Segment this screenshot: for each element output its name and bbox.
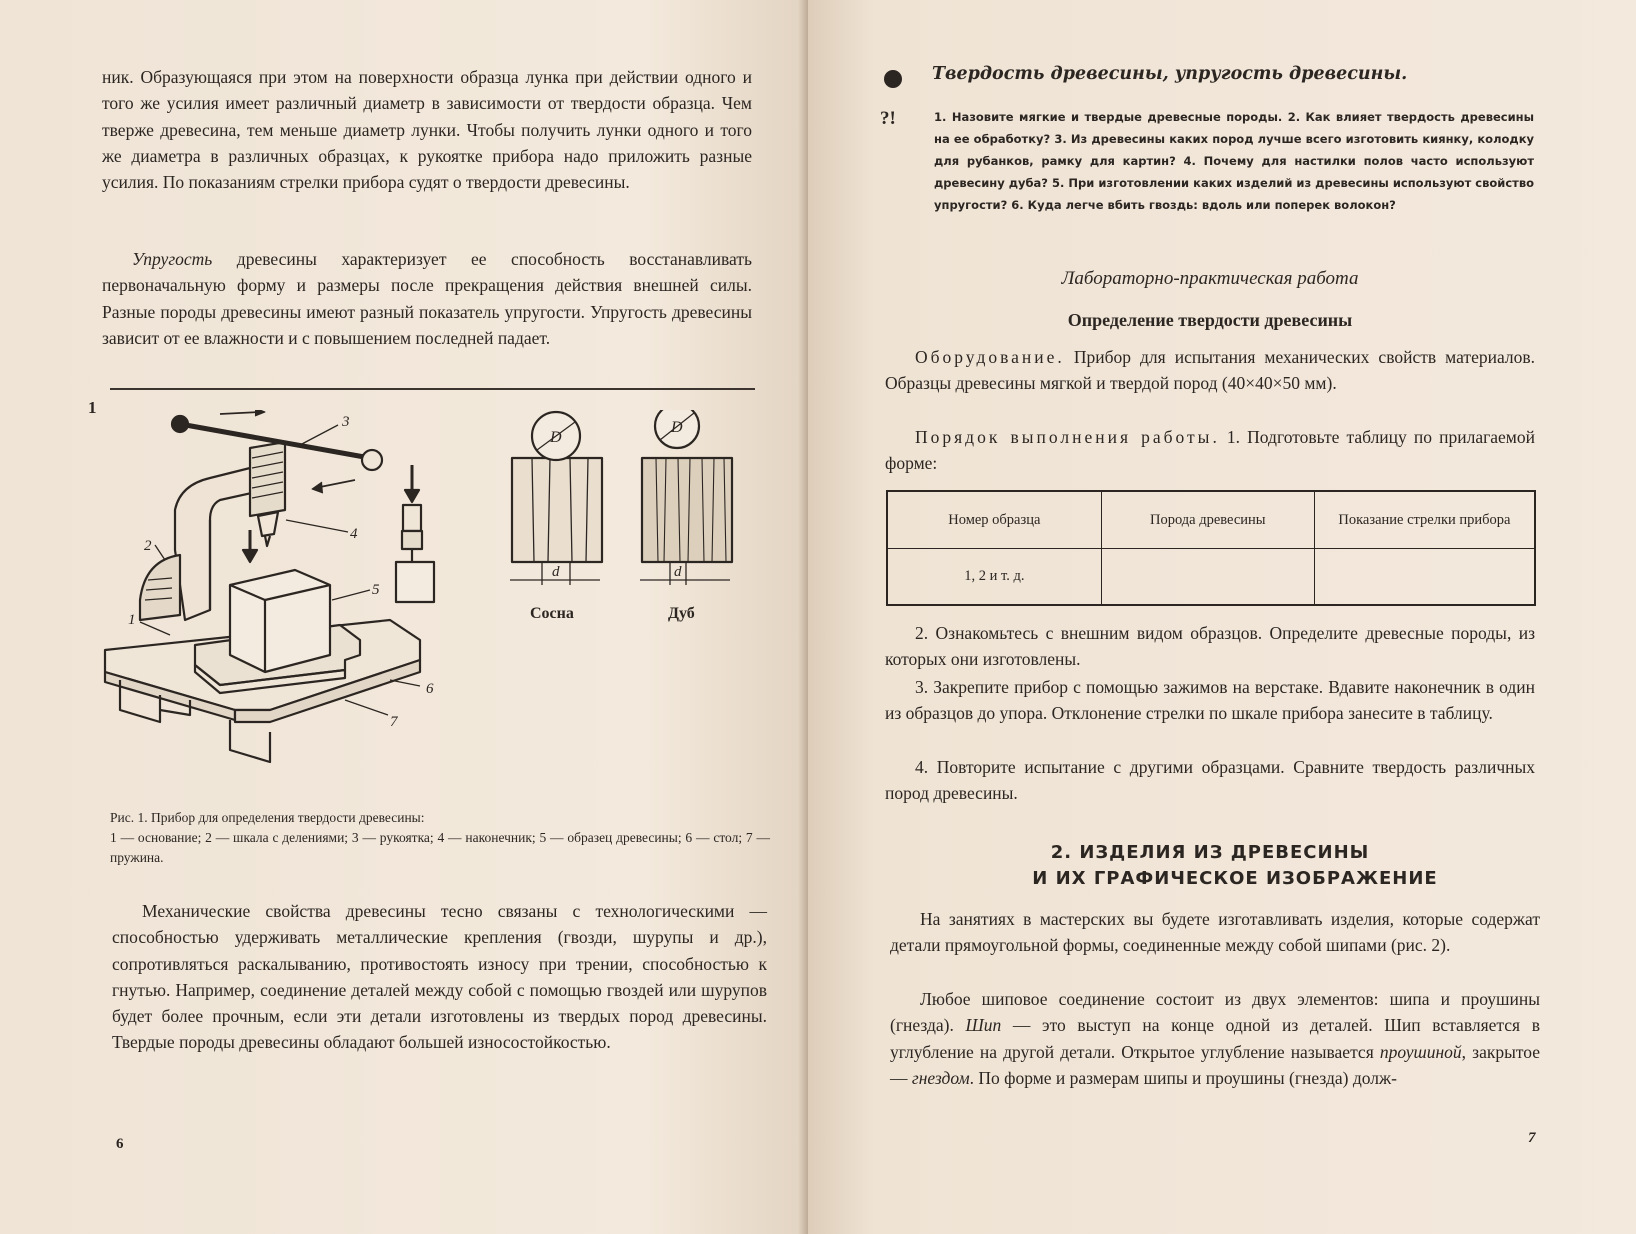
- callout-4: 4: [350, 526, 358, 542]
- cell-sample-number: 1, 2 и т. д.: [888, 548, 1101, 604]
- callout-3: 3: [342, 414, 350, 430]
- equipment-paragraph: [885, 344, 1535, 397]
- section-paragraph-2-part-a: Любое шиповое соединение состоит из двух элементов: шипа и проушины (гнезда).: [890, 989, 1540, 1036]
- oak-sample: [640, 410, 732, 585]
- lab-title: Лабораторно-практическая работа: [1061, 268, 1359, 289]
- callout-1: 1: [128, 612, 136, 628]
- equipment-text: Прибор для испытания механических свойств материалов. Образцы древесины мягкой и твердой пород (40×40×50 мм).: [885, 347, 1535, 394]
- scale: [140, 555, 180, 620]
- caption-legend: 1 — основание; 2 — шкала с делениями; 3 — рукоятка; 4 — наконечник; 5 — образец древесины; 6 — стол; 7 — пружина.: [110, 830, 770, 865]
- order-label: Порядок выполнения работы.: [915, 427, 1220, 447]
- section-title-line-2: И ИХ ГРАФИЧЕСКОЕ ИЗОБРАЖЕНИЕ: [1032, 868, 1438, 889]
- figure-caption: [110, 808, 770, 868]
- table-header-row: [888, 492, 1534, 548]
- section-paragraph-2-part-d: . По форме и размерам шипы и проушины (гнезда) долж-: [969, 1067, 1397, 1088]
- header-wood-species: Порода древесины: [1101, 492, 1314, 548]
- pine-diameter-label: D: [550, 429, 562, 446]
- pine-label: Сосна: [530, 605, 574, 622]
- section-title: [900, 840, 1520, 892]
- figure-number: 1: [88, 398, 97, 417]
- equipment-label: Оборудование.: [915, 347, 1065, 367]
- oak-diameter-label: D: [671, 419, 683, 436]
- callout-6: 6: [426, 681, 434, 697]
- oak-width-label: d: [674, 564, 682, 580]
- left-page: [0, 0, 808, 1234]
- order-text: 1. Подготовьте таблицу по прилагаемой форме:: [885, 427, 1535, 474]
- step-3: 3. Закрепите прибор с помощью зажимов на верстаке. Вдавите наконечник в один из образцов до упора. Отклонение стрелки по шкале прибора занесите в таблицу.: [885, 677, 1535, 724]
- term-elasticity: Упругость: [132, 249, 213, 269]
- review-questions: 1. Назовите мягкие и твердые древесные породы. 2. Как влияет твердость древесины на ее обработку? 3. Из древесины каких пород лучше всего изготовить киянку, колодку для рубанков, рамку для картин? 4. Почему для настилки полов часто используют древесину дуба? 5. При изготовлении каких изделий из древесины используют свойство упругости? 6. Куда легче вбить гвоздь: вдоль или поперек волокон?: [934, 110, 1534, 212]
- pine-width-label: d: [552, 564, 560, 580]
- section-title-line-1: 2. ИЗДЕЛИЯ ИЗ ДРЕВЕСИНЫ: [1050, 842, 1370, 863]
- term-socket: гнездом: [911, 1067, 970, 1088]
- step-2: 2. Ознакомьтесь с внешним видом образцов. Определите древесные породы, из которых они изготовлены.: [885, 623, 1535, 670]
- left-paragraph-3: Механические свойства древесины тесно связаны с технологическими — способностью удерживать металлические крепления (гвозди, шурупы и др.), сопротивляться раскалыванию, противостоять износу при трении, способностью к гнутью. Например, соединение деталей между собой с помощью гвоздей или шурупов будет более прочным, если эти детали изготовлены из твердых пород древесины. Твердые породы древесины обладают большей износостойкостью.: [112, 901, 767, 1053]
- order-paragraph: [885, 424, 1535, 477]
- lab-subtitle: Определение твердости древесины: [1067, 310, 1353, 330]
- questions-bullet-icon: [884, 70, 902, 88]
- questions-mark: ?!: [880, 108, 896, 129]
- page-number-right: 7: [1528, 1130, 1536, 1146]
- left-paragraph-2-text: древесины характеризует ее способность восстанавливать первоначальную форму и размеры после прекращения действия внешней силы. Разные породы древесины имеют разный показатель упругости. Упругость древесины зависит от ее влажности и с повышением последней падает.: [102, 249, 752, 348]
- callout-7: 7: [390, 714, 398, 730]
- section-paragraph-1: На занятиях в мастерских вы будете изготавливать изделия, которые содержат детали прямоугольной формы, соединенные между собой шипами (рис. 2).: [890, 909, 1540, 956]
- sample-block: [230, 570, 330, 672]
- cell-gauge-reading: [1314, 548, 1534, 604]
- results-table: [886, 490, 1536, 606]
- table-row: [888, 548, 1534, 604]
- page-number-left: 6: [116, 1136, 124, 1152]
- term-open-mortise: проушиной: [1379, 1041, 1462, 1062]
- left-paragraph-2: [102, 246, 752, 351]
- step-4: 4. Повторите испытание с другими образцами. Сравните твердость различных пород древесины.: [885, 757, 1535, 804]
- section-paragraph-2: [890, 986, 1540, 1091]
- callout-5: 5: [372, 582, 380, 598]
- hardness-tester-figure: [100, 410, 780, 800]
- questions-heading: Твердость древесины, упругость древесины.: [932, 64, 1408, 84]
- section-paragraph-2-part-b: — это выступ на конце одной из деталей. Шип вставляется в углубление на другой детали. Открытое углубление называется: [890, 1015, 1540, 1062]
- callout-2: 2: [144, 538, 152, 554]
- figure-top-rule: [110, 388, 755, 390]
- caption-title: Рис. 1. Прибор для определения твердости древесины:: [110, 810, 425, 825]
- cell-wood-species: [1101, 548, 1314, 604]
- header-gauge-reading: Показание стрелки прибора: [1314, 492, 1534, 548]
- header-sample-number: Номер образца: [888, 492, 1101, 548]
- left-paragraph-1: ник. Образующаяся при этом на поверхности образца лунка при действии одного и того же усилия имеет различный диаметр в зависимости от твердости образца. Чем тверже древесина, тем меньше диаметр лунки. Чтобы получить лунки одного и того же диаметра в различных образцах, к рукоятке прибора надо приложить разные усилия. По показаниям стрелки прибора судят о твердости древесины.: [102, 67, 752, 193]
- oak-label: Дуб: [668, 605, 695, 622]
- section-paragraph-2-part-c: , закрытое —: [890, 1041, 1540, 1088]
- term-tenon: Шип: [965, 1015, 1002, 1036]
